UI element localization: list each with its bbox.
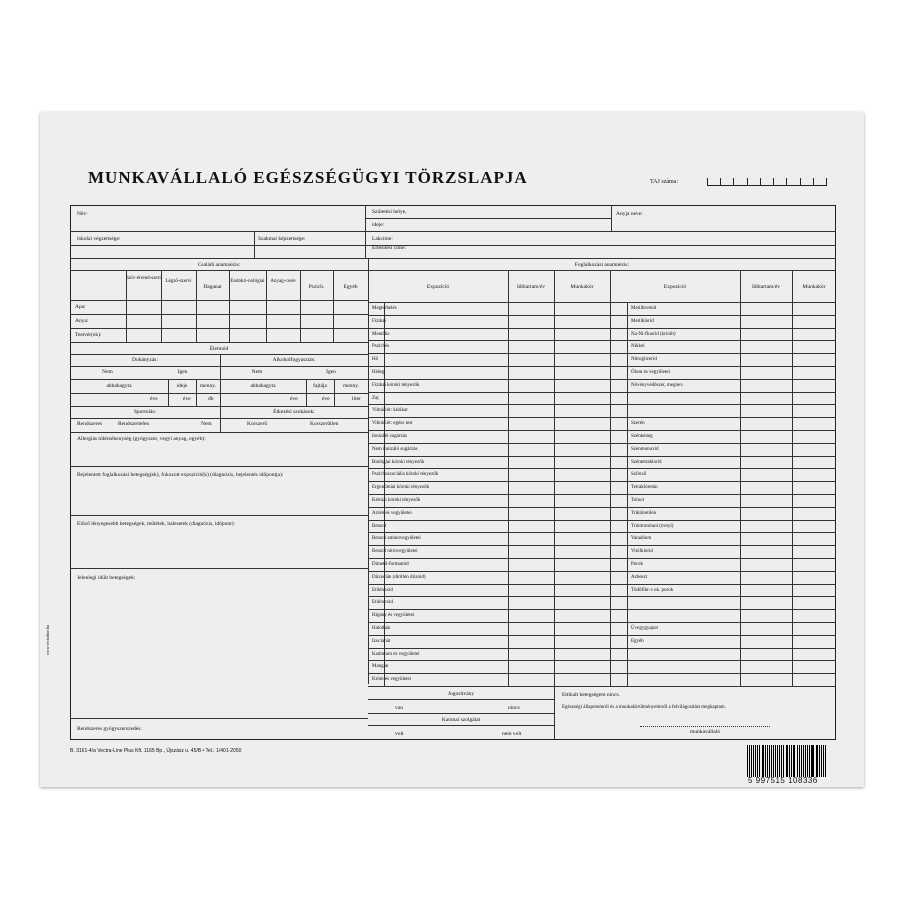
military-yes[interactable]: volt [395, 731, 404, 737]
job-header-left: Munkakör [570, 284, 594, 290]
smoking-no: Nem [102, 369, 113, 375]
family-row-mother: Anya: [75, 318, 89, 324]
alcohol-yes: Igen [326, 369, 336, 375]
exposure-right-item: Metilklorid [631, 318, 654, 324]
occupational-row-line [368, 328, 836, 329]
barcode-bar [803, 745, 804, 777]
barcode-bar [767, 745, 768, 777]
barcode-icon [747, 743, 827, 777]
family-row-siblings: Testvér(ek): [75, 332, 102, 338]
occupational-row-line [368, 417, 836, 418]
job-header-right: Munkakör [802, 284, 826, 290]
family-anamnesis-title: Családi anamnézis: [197, 262, 241, 268]
license-yes[interactable]: van [395, 705, 403, 711]
exposure-left-item: Benzol [372, 523, 387, 529]
occupational-row-line [368, 686, 836, 687]
exposure-right-item: Sziloxil [631, 472, 647, 478]
exposure-right-item: Szénkéneg [631, 434, 653, 439]
exposure-right-item: Ólom és vegyületei [631, 370, 670, 375]
barcode-bar [755, 745, 756, 777]
allergy-label: Allergiás túlérzékenység (gyógyszer, vegyi anyag, egyéb): [77, 436, 206, 442]
family-col-endocrine: Endokri-nológiai [230, 279, 265, 284]
exposure-right-item: Tetraklóretán [631, 485, 658, 491]
exposure-header-left: Expozíció [426, 284, 450, 290]
occupational-row-line [368, 443, 836, 444]
occupational-row-line [368, 545, 836, 546]
qualification-label: Szakmai képzettsége: [258, 236, 306, 242]
barcode-bar [797, 745, 798, 777]
occupational-title: Foglalkozási anamnézis: [574, 262, 630, 268]
alcohol-years: éve [290, 396, 298, 402]
footer-imprint: B. 3161-4/a Vectra-Line Plus Kft. 1165 Bp., Újszász u. 45/B • Tel.: 1/401-2050 [70, 748, 242, 754]
smoking-since: ideje [176, 383, 188, 389]
smoking-years-2: éve [183, 396, 191, 402]
exposure-left-item: Hideg [372, 370, 385, 375]
family-row-father: Apa: [75, 304, 86, 310]
occupational-row-line [368, 660, 836, 661]
occupational-row-line [368, 468, 836, 469]
exposure-right-item: Metilbromid [631, 306, 657, 311]
occupational-row-line [368, 481, 836, 482]
occupational-row-line [368, 584, 836, 585]
barcode-bar [749, 745, 750, 777]
exposure-left-item: Halothán [372, 626, 391, 631]
barcode-bar [823, 745, 824, 777]
family-col-tumor: Daganat [203, 284, 222, 290]
barcode-bar [794, 745, 795, 777]
family-col-other: Egyéb [343, 284, 358, 290]
alcohol-years-2: éve [322, 396, 330, 402]
barcode-bar [812, 745, 813, 777]
barcode-bar [765, 745, 766, 777]
exposure-right-item: Növényvédőszer, megnev. [631, 382, 684, 388]
exposure-right-item: Vanádium [631, 536, 652, 542]
eating-label: Étkezési szokások: [273, 409, 315, 415]
current-illness-label: Jelenlegi idült betegségek: [77, 575, 136, 581]
military-label: Katonai szolgálat [441, 717, 481, 723]
name-label: Név: [77, 211, 88, 217]
address-label: Lakcíme: [372, 236, 393, 242]
exposure-left-item: Etilénoxid [372, 600, 393, 606]
occupational-disease-label: Bejelentett foglalkozási betegség(ek), fokozott expozíció(k) (diagnózis, bejelentés időpontja): [77, 472, 284, 478]
occupational-row-line [368, 430, 836, 431]
barcode-bar [789, 745, 790, 777]
alcohol-quit: abbahagyta [250, 383, 276, 389]
occupational-row-line [368, 379, 836, 380]
exposure-header-right: Expozíció [663, 284, 687, 290]
family-col-psych: Pszich. [308, 284, 325, 290]
statement-line-1: Ettikalt betegségem nincs. [562, 692, 620, 698]
barcode-bar [779, 745, 780, 777]
exposure-right-item: Nikkel [631, 344, 645, 350]
exposure-right-item: Trinitrotoluol (trotyl) [631, 523, 674, 529]
exposure-left-item: Nem ionizáló sugárzás [372, 446, 418, 452]
birthplace-label: Születési helye, [372, 209, 407, 215]
previous-illness-label: Előző lényegesebb betegségek, műtétek, balesetek (diagnózis, időpont): [77, 521, 236, 527]
occupational-row-line [368, 392, 836, 393]
exposure-left-item: Arzén és vegyületei [372, 510, 412, 516]
occupational-row-line [368, 532, 836, 533]
mother-name-label: Anyja neve: [616, 211, 643, 217]
exposure-left-item: Benzol nitrovegyületei [372, 549, 418, 555]
occupational-row-line [368, 507, 836, 508]
occupational-row-line [368, 404, 836, 405]
alcohol-liter: liter [352, 396, 361, 402]
lifestyle-title: Életmód [209, 346, 229, 352]
barcode-number: 5 997515 108336 [748, 776, 818, 785]
occupational-row-line [368, 520, 836, 521]
barcode-bar [759, 745, 760, 777]
family-col-respiratory: Légző-szervi [165, 279, 192, 284]
exposure-left-item: Ionizáló sugárzás [372, 434, 407, 439]
exposure-right-item: Vinilklorid [631, 549, 653, 555]
exposure-right-item: Széntetraklorid [631, 459, 662, 465]
military-no[interactable]: nem volt [502, 731, 522, 737]
exposure-left-item: Izocianát [372, 638, 391, 644]
license-label: Jogosítvány [447, 691, 475, 697]
exposure-left-item: Vibrációt: egész test [372, 421, 413, 427]
exposure-left-item: Etilénoxid [372, 587, 393, 593]
exposure-right-item: Üvegygyapot [631, 626, 658, 631]
smoking-db: db [208, 396, 214, 402]
exposure-left-item: Biológiai kóroki tényezők [372, 459, 425, 465]
form-title: MUNKAVÁLLALÓ EGÉSZSÉGÜGYI TÖRZSLAPJA [88, 168, 528, 187]
exposure-left-item: Kadmium és vegyületei [372, 651, 420, 657]
exposure-left-item: Fizikai [372, 318, 386, 324]
smoking-label: Dohányzás: [132, 357, 158, 363]
exposure-left-item: Pszichés [372, 344, 390, 350]
sport-irregular: Rendszertelen [118, 421, 150, 427]
exposure-left-item: Kémiai kóroki tényezők [372, 498, 421, 503]
occupational-row-line [368, 558, 836, 559]
eating-outdated: Korszerűtlen [310, 421, 339, 427]
barcode-bar [817, 745, 818, 777]
alcohol-type: fajtája [313, 383, 327, 389]
occupational-row-line [368, 648, 836, 649]
occupational-row-line [368, 673, 836, 674]
occupational-row-line [368, 353, 836, 354]
eating-modern: Korszerű [247, 421, 268, 427]
exposure-right-item: Azbeszt [631, 574, 648, 580]
exposure-right-item: Triklóretilén [631, 510, 657, 516]
occupational-row-line [368, 315, 836, 316]
occupational-row-line [368, 622, 836, 623]
exposure-left-item: Zaj [372, 395, 379, 401]
family-col-metabolic: Anyag-csere [270, 279, 296, 284]
sport-none: Nem [201, 421, 212, 427]
occupational-row-line [368, 609, 836, 610]
occupational-row-line [368, 366, 836, 367]
exposure-right-item: Egyéb [631, 638, 644, 644]
exposure-right-item: Toluol [631, 498, 644, 503]
exposure-right-item: Porok [631, 562, 643, 567]
sport-regular: Rendszeres [77, 421, 103, 427]
occupational-row-line [368, 571, 836, 572]
exposure-right-item: Szénmonoxid [631, 446, 659, 452]
exposure-left-item: Fizikai kóroki tényezők [372, 382, 420, 388]
smoking-amount: menny. [200, 383, 216, 389]
birthdate-label: ideje: [372, 222, 385, 228]
smoking-years: éve [150, 396, 158, 402]
duration-header-left: Időtartam/év [516, 284, 546, 290]
occupational-row-line [368, 494, 836, 495]
education-label: Iskolai végzettsége: [77, 236, 121, 242]
taj-number-field[interactable] [707, 178, 827, 186]
duration-header-right: Időtartam/év [751, 284, 781, 290]
alcohol-amount: menny. [343, 383, 359, 389]
exposure-left-item: Vibrációt: kézikar [372, 408, 408, 414]
barcode-bar [773, 745, 774, 777]
notification-address-label: Értesítési címe: [372, 245, 407, 251]
exposure-left-item: Króm és vegyületei [372, 677, 412, 683]
alcohol-no: Nem [251, 369, 263, 375]
occupational-row-line [368, 340, 836, 341]
exposure-left-item: Pszichoszociális kóroki tényezők [372, 472, 439, 478]
smoking-yes: Igen [177, 369, 188, 375]
exposure-right-item: Na-Ni-fluorid (kriolit) [631, 331, 676, 337]
occupational-row-line [368, 596, 836, 597]
medication-label: Rendszeres gyógyszerszedés: [77, 726, 142, 732]
exposure-left-item: Megterhelés [372, 306, 397, 311]
smoking-quit: abbahagyta [106, 383, 132, 389]
exposure-left-item: Ergonómiai kóroki tényezők [372, 485, 430, 491]
sport-label: Sportolás: [133, 409, 157, 415]
barcode-bar [809, 745, 810, 777]
exposure-left-item: Higany és vegyületei [372, 613, 415, 619]
side-website: www.vectraline.hu [45, 624, 50, 655]
signature-label: munkavállaló [690, 729, 720, 735]
alcohol-label: Alkoholfogyasztás: [272, 357, 316, 363]
occupational-row-line [368, 635, 836, 636]
exposure-right-item: Nitroglicerid [631, 357, 657, 363]
exposure-left-item: Dimetil-formamid [372, 562, 409, 567]
taj-label: TAJ száma: [650, 179, 679, 185]
license-no[interactable]: nincs [508, 705, 520, 711]
exposure-left-item: Benzol aminovegyületei [372, 536, 421, 542]
barcode-bar [783, 745, 784, 777]
family-col-cardio: Szív-érrend-szeri [126, 276, 161, 281]
exposure-left-item: Mangán [372, 664, 389, 670]
exposure-left-item: Hő [372, 357, 379, 363]
exposure-left-item: Mentális [372, 331, 390, 337]
occupational-row-line [368, 456, 836, 457]
exposure-right-item: Tüdőfibr.-t ok. porok [631, 587, 674, 593]
exposure-right-item: Szerén [631, 421, 645, 427]
statement-line-2: Egészségi állapotomról és a munkakörülményeimről a felvilágosítást megkaptam. [562, 705, 726, 710]
exposure-left-item: Diizocián (diritlén diizoid) [372, 574, 426, 580]
